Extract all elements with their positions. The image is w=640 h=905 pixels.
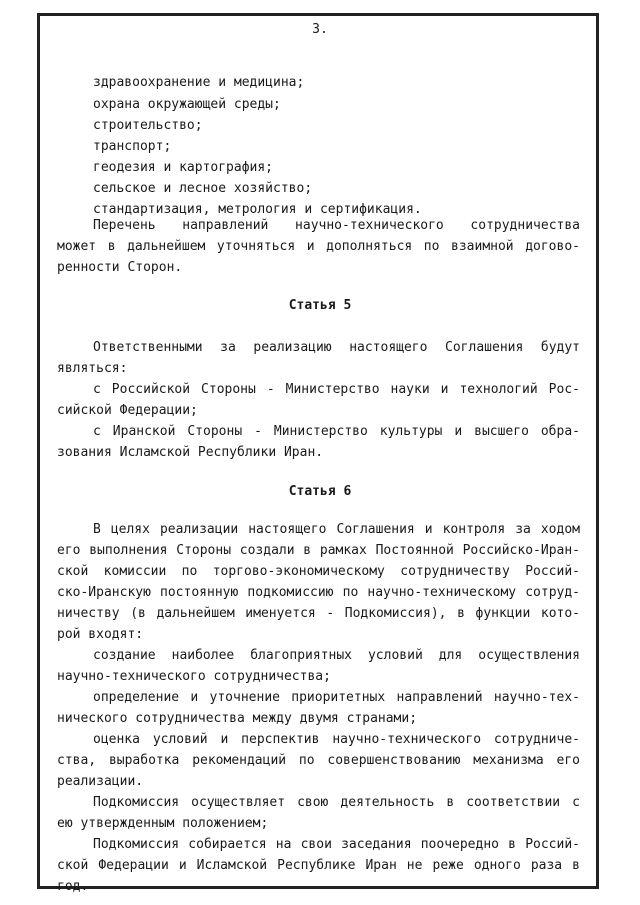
page-number: 3. bbox=[312, 22, 328, 37]
article-heading: Статья 6 bbox=[288, 484, 352, 499]
paragraph-line: зования Исламской Республики Иран. bbox=[57, 445, 324, 460]
paragraph-line: ской Федерации и Исламской Республике Иран не реже одного раза в bbox=[57, 858, 580, 873]
paragraph-line: рой входят: bbox=[57, 627, 144, 642]
paragraph-line: может в дальнейшем уточняться и дополняться по взаимной догово- bbox=[57, 239, 580, 254]
paragraph-line: являться: bbox=[57, 361, 128, 376]
paragraph-line: Ответственными за реализацию настоящего Соглашения будут bbox=[93, 340, 580, 355]
paragraph-line: Подкомиссия осуществляет свою деятельность в соответствии с bbox=[93, 795, 580, 810]
paragraph-line: В целях реализации настоящего Соглашения и контроля за ходом bbox=[93, 522, 580, 537]
paragraph-line: ею утвержденным положением; bbox=[57, 816, 269, 831]
paragraph-line: ской комиссии по торгово-экономическому сотрудничеству Россий- bbox=[57, 564, 580, 579]
list-item: стандартизация, метрология и сертификация. bbox=[93, 202, 422, 217]
paragraph-line: реализации. bbox=[57, 774, 144, 789]
paragraph-line: определение и уточнение приоритетных направлений научно-тех- bbox=[93, 690, 580, 705]
list-item: здравоохранение и медицина; bbox=[93, 75, 305, 90]
paragraph-line: сийской Федерации; bbox=[57, 403, 198, 418]
list-item: строительство; bbox=[93, 118, 203, 133]
list-item: сельское и лесное хозяйство; bbox=[93, 181, 313, 196]
paragraph-line: год. bbox=[57, 879, 89, 894]
article-heading: Статья 5 bbox=[288, 298, 352, 313]
paragraph-line: научно-технического сотрудничества; bbox=[57, 669, 331, 684]
paragraph-line: с Российской Стороны - Министерство науки и технологий Рос- bbox=[93, 382, 580, 397]
paragraph-line: его выполнения Стороны создали в рамках Постоянной Российско-Иран- bbox=[57, 543, 580, 558]
paragraph-line: ренности Сторон. bbox=[57, 260, 183, 275]
list-item: охрана окружающей среды; bbox=[93, 97, 281, 112]
paragraph-line: создание наиболее благоприятных условий для осуществления bbox=[93, 648, 580, 663]
paragraph-line: ства, выработка рекомендаций по совершенствованию механизма его bbox=[57, 753, 580, 768]
paragraph-line: нического сотрудничества между двумя странами; bbox=[57, 711, 418, 726]
paragraph-line: Подкомиссия собирается на свои заседания поочередно в Россий- bbox=[93, 837, 580, 852]
paragraph-line: ско-Иранскую постоянную подкомиссию по научно-техническому сотруд- bbox=[57, 585, 580, 600]
paragraph-line: Перечень направлений научно-технического сотрудничества bbox=[93, 218, 580, 233]
list-item: транспорт; bbox=[93, 139, 172, 154]
list-item: геодезия и картография; bbox=[93, 160, 274, 175]
paragraph-line: ничеству (в дальнейшем именуется - Подкомиссия), в функции кото- bbox=[57, 606, 580, 621]
paragraph-line: с Иранской Стороны - Министерство культуры и высшего обра- bbox=[93, 424, 580, 439]
paragraph-line: оценка условий и перспектив научно-технического сотрудниче- bbox=[93, 732, 580, 747]
